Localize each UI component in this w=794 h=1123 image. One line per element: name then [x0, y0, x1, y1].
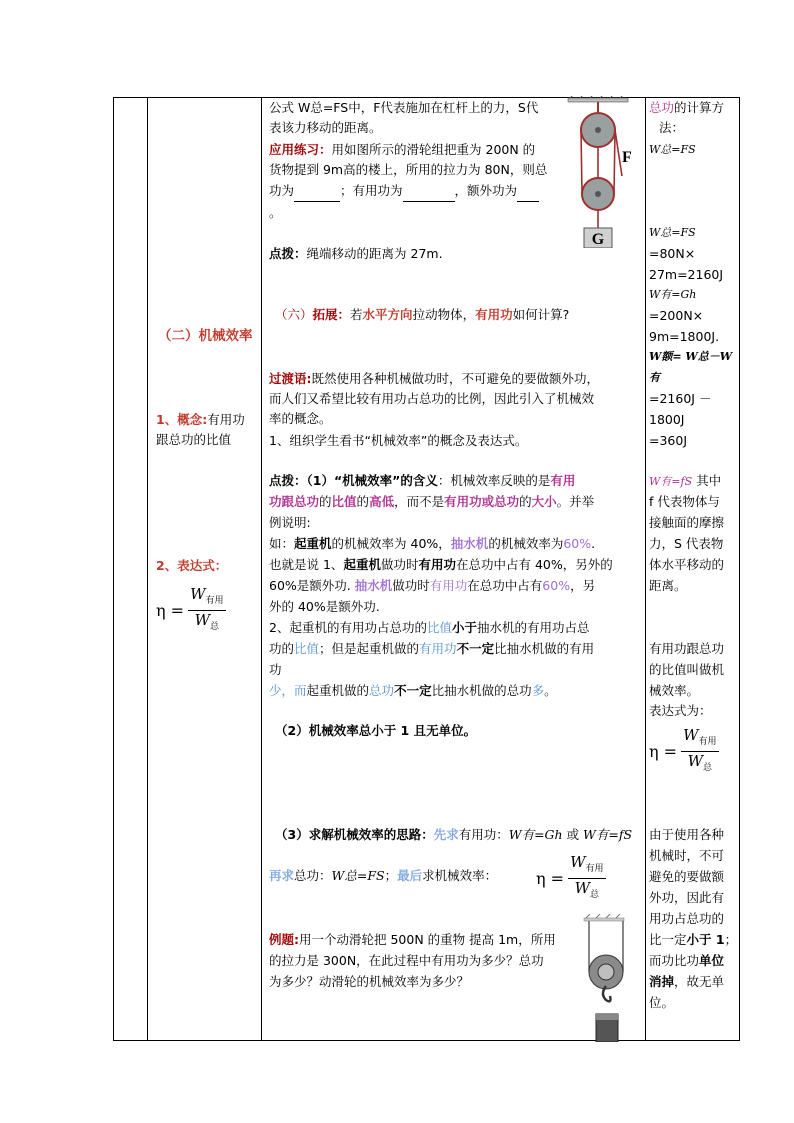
extra-work-blank[interactable]	[517, 181, 539, 202]
practice-line-4: 。	[269, 205, 282, 220]
right-line-2: 法：	[659, 120, 685, 135]
right-line-5: =80N×	[649, 246, 696, 261]
right-line-24: 表达式为：	[649, 703, 712, 718]
right-line-28: 外功，因此有	[649, 890, 725, 905]
right-line-18: 力，S 代表物	[649, 536, 724, 551]
right-line-8: =200N×	[649, 308, 704, 323]
pulley-svg	[566, 96, 636, 248]
formula-line-2: 表该力移动的距离。	[269, 120, 382, 135]
total-work-blank[interactable]	[294, 181, 340, 202]
concept-block	[156, 410, 256, 450]
extension-line: （六）拓展：若水平方向拉动物体，有用功如何计算?	[275, 307, 570, 322]
col-divider	[261, 98, 262, 1040]
section-title: （二）机械效率	[158, 328, 253, 344]
right-line-14: =360J	[649, 433, 688, 448]
compare-line-3: 功	[269, 662, 282, 677]
right-line-25: 由于使用各种	[649, 827, 725, 842]
compare-line-4: 少，而起重机做的总功不一定比抽水机做的总功多。	[269, 683, 557, 698]
col-divider	[147, 98, 148, 1040]
right-line-16: f 代表物体与	[649, 494, 720, 509]
right-line-15: W有=fS 其中	[649, 473, 722, 488]
force-label: F	[622, 149, 632, 166]
right-line-3: W总=FS	[649, 143, 696, 156]
right-line-19: 体水平移动的	[649, 557, 725, 572]
right-line-13: 1800J	[649, 412, 685, 427]
practice-line-2: 货物提到 9m高的楼上，所用的拉力为 80N，则总	[269, 162, 548, 177]
tip-2-line-2: 功跟总功的比值的高低，而不是有用功或总功的大小。并举	[269, 494, 595, 509]
col-divider	[645, 98, 646, 1040]
example-line-4: 外的 40%是额外功.	[269, 599, 380, 614]
right-line-7: W有=Gh	[649, 288, 697, 301]
point-3-line-2: 再求总功：W总=FS；最后求机械效率：	[269, 868, 498, 883]
right-line-20: 距离。	[649, 578, 687, 593]
right-line-26: 机械时，不可	[649, 848, 725, 863]
efficiency-fraction: $\frac{W_{有用}}{W_总}$	[190, 585, 224, 632]
example-line-2: 也就是说 1、起重机做功时有用功在总功中占有 40%，另外的	[269, 557, 613, 572]
practice-line-1: 应用练习：用如图所示的滑轮组把重为 200N 的	[269, 142, 536, 157]
movable-pulley-svg	[578, 914, 630, 1042]
tip-2-line-3: 例说明:	[269, 515, 311, 530]
efficiency-formula-main: η = $\frac{W_{有用}}{W_总}$	[536, 853, 604, 900]
practice-line-3: 功为 ；有用功为 ，额外功为	[269, 181, 539, 202]
efficiency-formula-right: η = $\frac{W_{有用}}{W_总}$	[649, 726, 717, 773]
right-line-4: W总=FS	[649, 226, 696, 239]
right-line-29: 用功占总功的	[649, 911, 725, 926]
right-line-23: 械效率。	[649, 683, 700, 698]
concept-text: 有用功跟总功的比值	[156, 412, 245, 447]
example-line-1: 如：起重机的机械效率为 40%，抽水机的机械效率为60%.	[269, 536, 596, 551]
example-problem-line-2: 的拉力是 300N，在此过程中有用功为多少？总功	[269, 953, 544, 968]
point-3-line-1: （3）求解机械效率的思路：先求有用功：W有=Gh 或 W有=fS	[275, 827, 633, 842]
right-line-31: 而功比功单位	[649, 953, 725, 968]
right-line-6: 27m=2160J	[649, 267, 724, 282]
point-2: （2）机械效率总小于 1 且无单位。	[275, 723, 477, 738]
organize-line: 1、组织学生看书“机械效率”的概念及表达式。	[269, 433, 528, 448]
expression-label: 2、表达式：	[156, 558, 228, 573]
right-line-32: 消掉，故无单	[649, 974, 725, 989]
load-label: G	[591, 231, 605, 248]
compare-line-2: 功的比值；但是起重机做的有用功不一定比抽水机做的有用	[269, 641, 595, 656]
concept-label: 1、概念:	[156, 412, 208, 427]
movable-pulley-diagram	[578, 914, 630, 1042]
transition-line-1: 过渡语:既然使用各种机械做功时，不可避免的要做额外功，	[269, 371, 600, 386]
right-line-10: W额= W总－W	[649, 350, 733, 363]
pulley-group-diagram	[566, 96, 636, 248]
right-line-11: 有	[649, 371, 660, 384]
right-line-22: 的比值叫做机	[649, 662, 725, 677]
right-line-33: 位。	[649, 995, 675, 1010]
right-line-21: 有用功跟总功	[649, 641, 725, 656]
example-problem-line-3: 为多少？动滑轮的机械效率为多少？	[269, 974, 470, 989]
transition-line-2: 而人们又希望比较有用功占总功的比例，因此引入了机械效	[269, 391, 595, 406]
right-line-17: 接触面的摩擦	[649, 515, 725, 530]
eta-symbol: η =	[156, 601, 185, 620]
useful-work-blank[interactable]	[403, 181, 455, 202]
example-problem-line-1: 例题:用一个动滑轮把 500N 的重物 提高 1m，所用	[269, 932, 556, 947]
right-line-30: 比一定小于 1；	[649, 932, 738, 947]
right-line-1: 总功的计算方	[649, 100, 725, 115]
compare-line-1: 2、起重机的有用功占总功的比值小于抽水机的有用功占总	[269, 620, 590, 635]
right-line-12: =2160J －	[649, 391, 712, 406]
right-line-27: 避免的要做额	[649, 869, 725, 884]
example-line-3: 60%是额外功. 抽水机做功时有用功在总功中占有60%，另	[269, 578, 596, 593]
tip-2-line-1: 点拨：（1）“机械效率”的含义：机械效率反映的是有用	[269, 473, 576, 488]
efficiency-formula	[156, 585, 226, 636]
tip-1: 点拨：绳端移动的距离为 27m.	[269, 246, 443, 261]
formula-line-1: 公式 W总=FS中，F代表施加在杠杆上的力，S代	[269, 100, 539, 115]
right-line-9: 9m=1800J.	[649, 329, 720, 344]
transition-line-3: 率的概念。	[269, 411, 332, 426]
